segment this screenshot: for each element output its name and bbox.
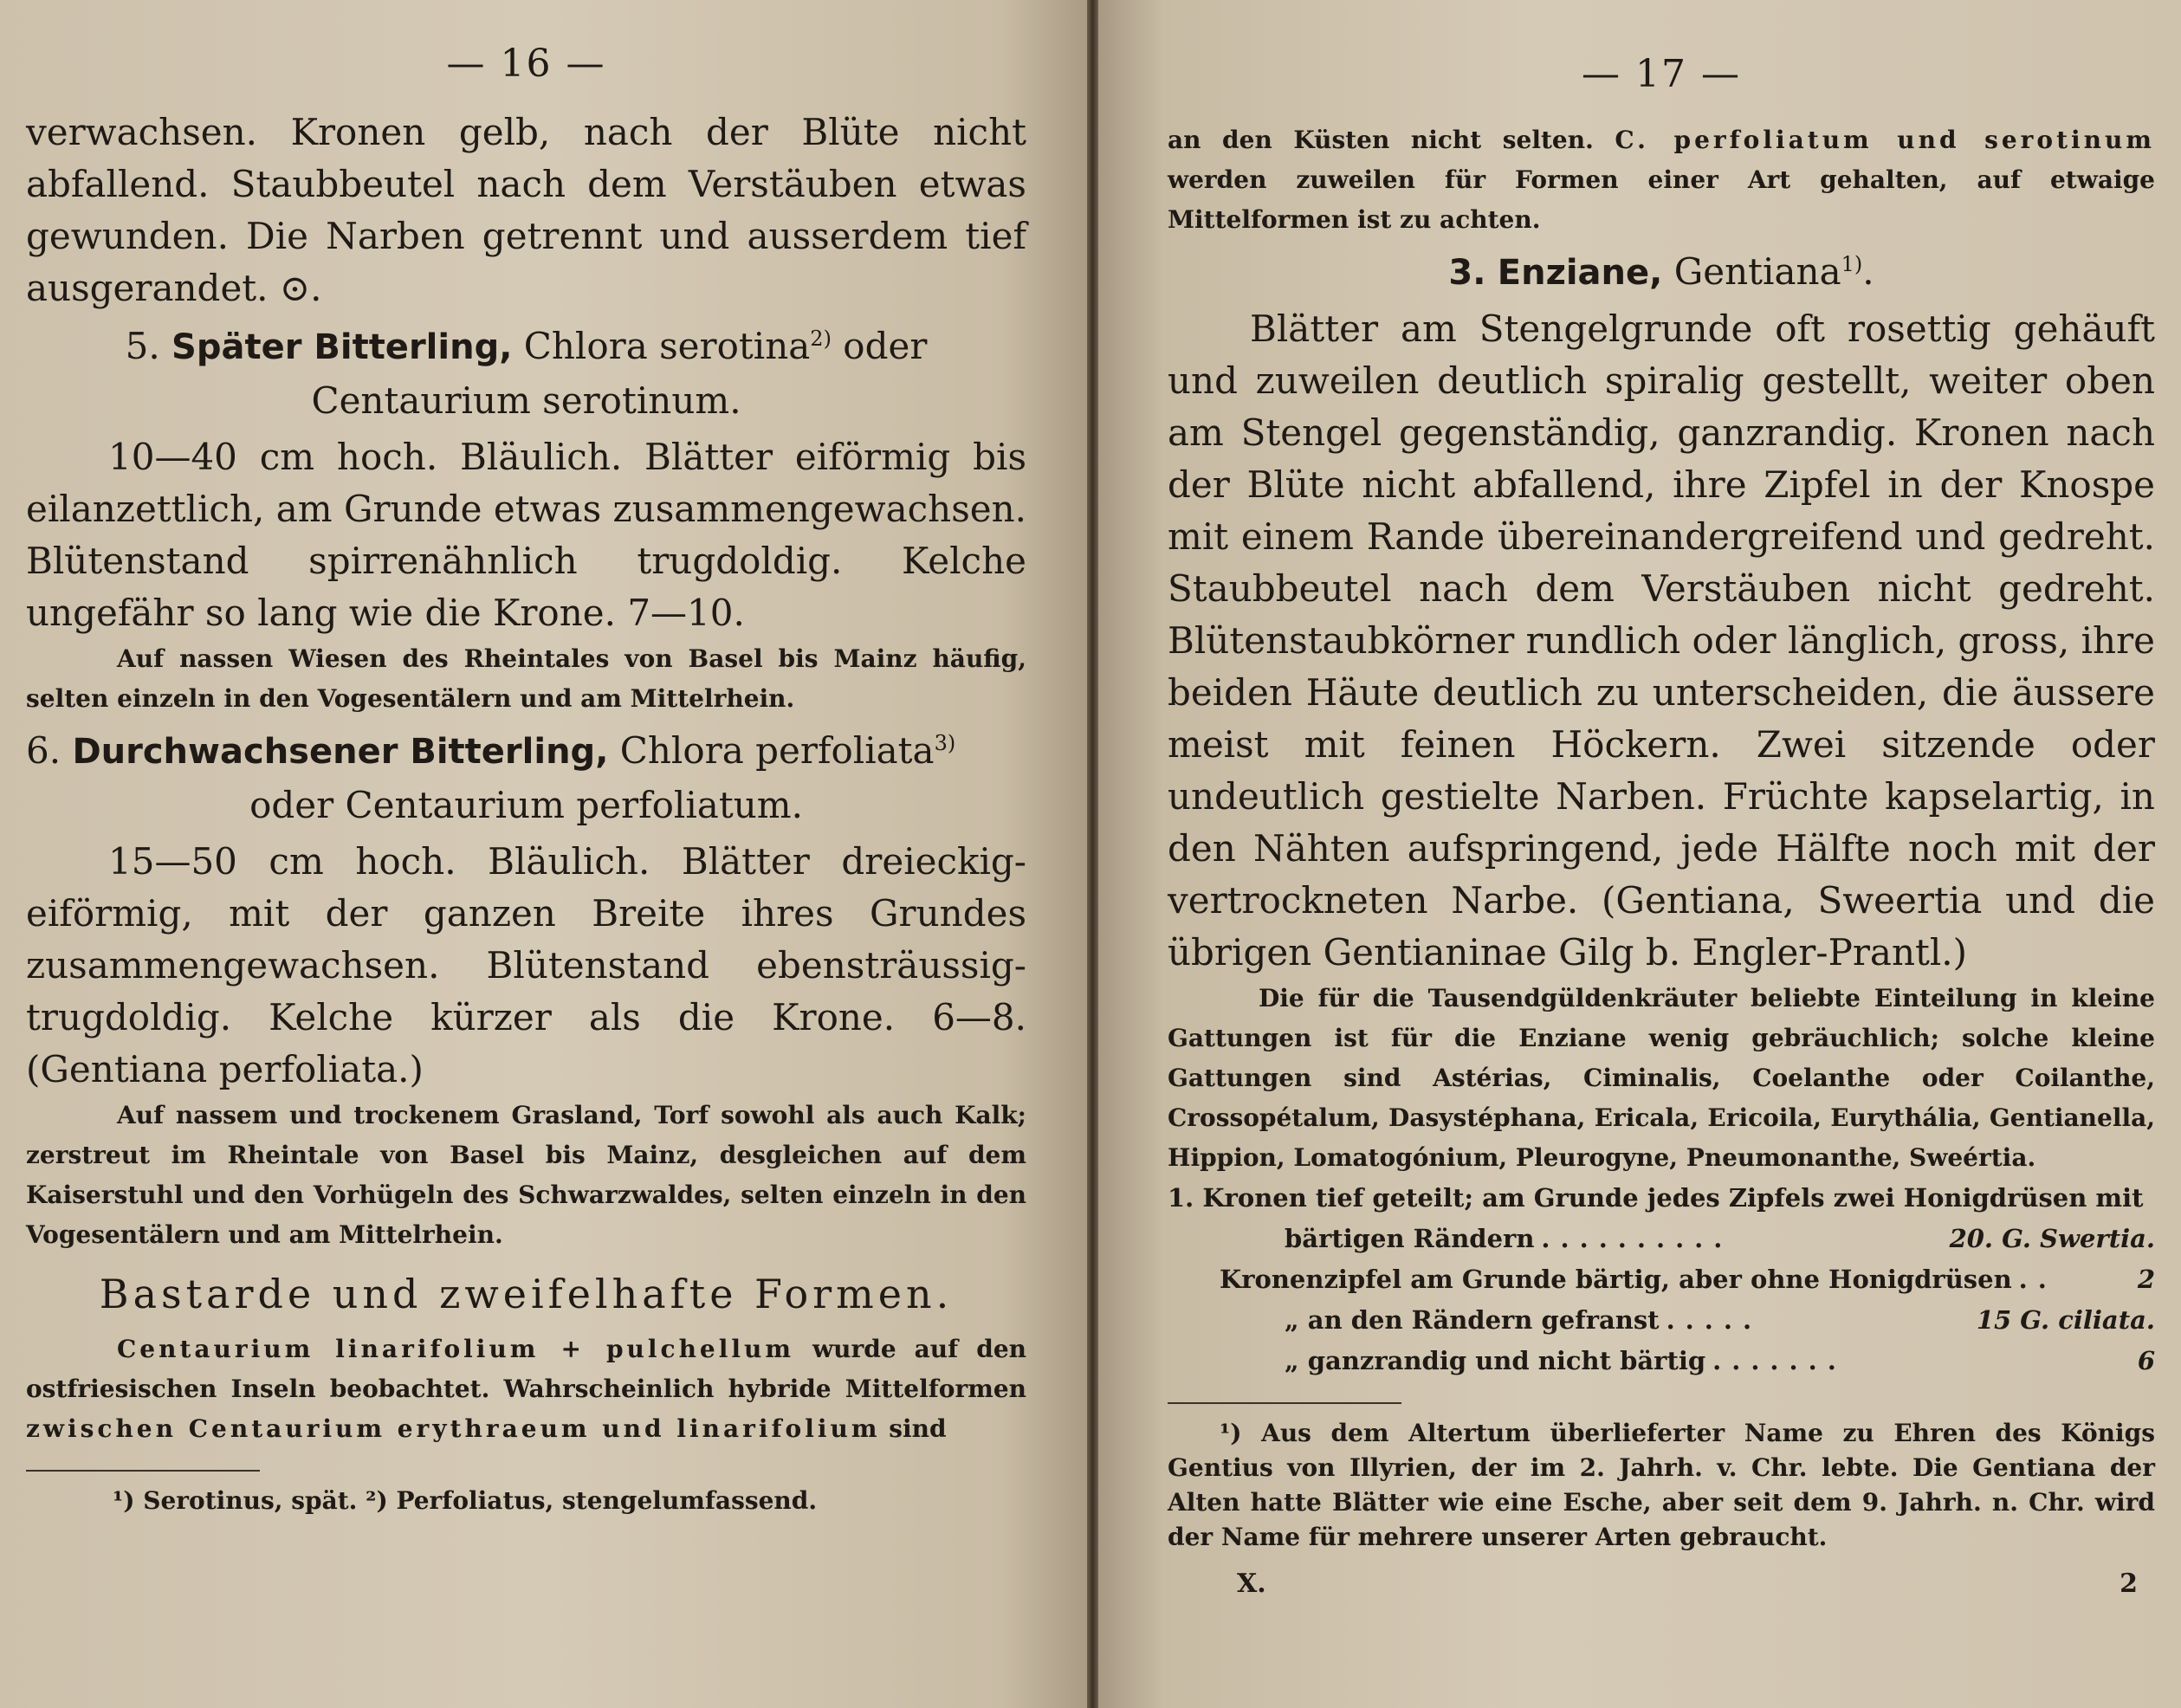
heading-number: 3. [1448, 253, 1486, 293]
signature-number: 2 [2120, 1569, 2138, 1599]
key-leader-dots: ....... [1712, 1346, 1847, 1375]
key-row [1168, 1219, 2155, 1259]
heading-latin-name: Chlora perfoliata [619, 729, 935, 772]
signature-mark: X. [1237, 1569, 1266, 1599]
footnote: ¹) Aus dem Altertum überlieferter Name zu Ehren des Königs Gentius von Illyrien, der im 2. Jahrh. v. Chr. lebte. Die Gentiana der Alten hatte Blätter wie eine Esche, aber seit dem 9. Jahrh. n. Chr. wird der Name für mehrere unserer Arten gebraucht. [1168, 1419, 2155, 1551]
species-description-6: 15—50 cm hoch. Bläulich. Blätter dreieckig-eiförmig, mit der ganzen Breite ihres Grundes zusammengewachsen. Blütenstand ebensträussig-trugdoldig. Kelche kürzer als die Krone. 6—8. (Gentiana perfoliata.) [26, 840, 1026, 1090]
hybrid-name: zwischen Centaurium erythraeum und linarifolium [26, 1414, 881, 1443]
identification-key [1168, 1178, 2155, 1381]
heading-common-name: Später Bitterling, [172, 327, 513, 367]
key-leader-dots: ..... [1666, 1305, 1763, 1335]
heading-number: 6. [26, 729, 61, 772]
heading-rest: oder [843, 325, 928, 367]
section-title: Bastarde und zweifelhafte Formen. [99, 1271, 954, 1317]
left-page [0, 0, 1087, 1708]
key-target: 15 G. ciliata. [1976, 1305, 2155, 1335]
key-row [1168, 1341, 2155, 1381]
heading-synonym: Centaurium serotinum. [311, 379, 741, 422]
book-gutter [1087, 0, 1098, 1708]
heading-synonym: oder Centaurium perfoliatum. [249, 784, 803, 826]
footnote: ¹) Serotinus, spät. ²) Perfoliatus, stengelumfassend. [113, 1486, 818, 1515]
signature-line [1168, 1569, 2155, 1599]
heading-latin-name: Gentiana [1673, 250, 1841, 293]
page-number: — 16 — [446, 42, 606, 86]
footnote-marker: 2) [810, 327, 832, 351]
key-lead: bärtigen Rändern [1285, 1224, 1535, 1253]
continuation-text: werden zuweilen für Formen einer Art gehalten, auf etwaige Mittelformen ist zu achten. [1168, 165, 2155, 234]
key-lead: „ ganzrandig und nicht bärtig [1285, 1346, 1706, 1375]
genus-heading-3 [1168, 245, 2155, 300]
key-row [1168, 1300, 2155, 1341]
page-body [1168, 120, 2155, 1381]
heading-common-name: Enziane, [1497, 253, 1663, 293]
genus-description: Blätter am Stengelgrunde oft rosettig gehäuft und zuweilen deutlich spiralig gestellt, weiter oben am Stengel gegenständig, ganzrandig. Kronen nach der Blüte nicht abfallend, ihre Zipfel in der Knospe mit einem Rande übereinandergreifend und gedreht. Staubbeutel nach dem Verstäuben nicht gedreht. Blütenstaubkörner rundlich oder länglich, gross, ihre beiden Häute deutlich zu unterscheiden, die äussere meist mit feinen Höckern. Zwei sitzende oder undeutlich gestielte Narben. Früchte kapselartig, in den Nähten aufspringend, jede Hälfte noch mit der vertrockneten Narbe. (Gentiana, Sweertia und die übrigen Gentianinae Gilg b. Engler-Prantl.) [1168, 307, 2156, 974]
species-habitat-5: Auf nassen Wiesen des Rheintales von Basel bis Mainz häufig, selten einzeln in den Vogesentälern und am Mittelrhein. [26, 644, 1026, 713]
paragraph-continuation: verwachsen. Kronen gelb, nach der Blüte nicht abfallend. Staubbeutel nach dem Verstäuben etwas gewunden. Die Narben getrennt und ausserdem tief ausgerandet. ⊙. [26, 111, 1026, 309]
hybrid-name: Centaurium linarifolium + pulchellum [117, 1335, 794, 1363]
key-leader-dots: .. [2018, 1265, 2057, 1294]
hybrids-paragraph [26, 1330, 1026, 1449]
footnote-marker: 1) [1841, 252, 1863, 276]
species-heading-6 [26, 724, 1026, 832]
genus-note: Die für die Tausendgüldenkräuter beliebte Einteilung in kleine Gattungen ist für die Enziane wenig gebräuchlich; solche kleine Gattungen sind Astérias, Ciminalis, Coelanthe oder Coilanthe, Crossopétalum, Dasystéphana, Ericala, Ericoila, Eurythália, Gentianella, Hippion, Lomatogónium, Pleurogyne, Pneumonanthe, Sweértia. [1168, 984, 2155, 1172]
key-row [1168, 1178, 2155, 1219]
footnote-rule [1168, 1402, 1401, 1404]
key-target: 2 [2137, 1265, 2155, 1294]
right-page [1098, 0, 2181, 1708]
footnote-marker: 3) [934, 731, 956, 755]
heading-latin-name: Chlora serotina [523, 325, 811, 367]
species-description-5: 10—40 cm hoch. Bläulich. Blätter eiförmig bis eilanzettlich, am Grunde etwas zusammengewachsen. Blütenstand spirrenähnlich trugdoldig. Kelche ungefähr so lang wie die Krone. 7—10. [26, 436, 1026, 634]
key-target: 6 [2137, 1346, 2155, 1375]
footnote-rule [26, 1470, 260, 1472]
key-lead: Kronenzipfel am Grunde bärtig, aber ohne Honigdrüsen [1220, 1265, 2012, 1294]
key-lead: 1. Kronen tief geteilt; am Grunde jedes Zipfels zwei Honigdrüsen mit [1168, 1183, 2144, 1213]
key-row [1168, 1259, 2155, 1300]
species-heading-5 [26, 320, 1026, 428]
hybrid-text: sind [889, 1414, 947, 1443]
key-lead: „ an den Rändern gefranst [1285, 1305, 1660, 1335]
species-names: C. perfoliatum und serotinum [1615, 126, 2156, 154]
page-body [26, 107, 1026, 1449]
key-leader-dots: .......... [1541, 1224, 1733, 1253]
key-target: 20. G. Swertia. [1949, 1224, 2155, 1253]
species-habitat-6: Auf nassem und trockenem Grasland, Torf sowohl als auch Kalk; zerstreut im Rheintale von Basel bis Mainz, desgleichen auf dem Kaiserstuhl und den Vorhügeln des Schwarzwaldes, selten einzeln in den Vogesentälern und am Mittelrhein. [26, 1101, 1026, 1249]
paragraph-continuation [1168, 120, 2155, 240]
continuation-text: an den Küsten nicht selten. [1168, 126, 1594, 154]
heading-common-name: Durchwachsener Bitterling, [72, 732, 609, 772]
page-number: — 17 — [1582, 52, 1741, 96]
heading-number: 5. [125, 325, 160, 367]
heading-end: . [1862, 250, 1874, 293]
hybrid-text: wurde auf den ostfriesischen Inseln beobachtet. Wahrscheinlich hybride Mittelformen [26, 1335, 1026, 1403]
